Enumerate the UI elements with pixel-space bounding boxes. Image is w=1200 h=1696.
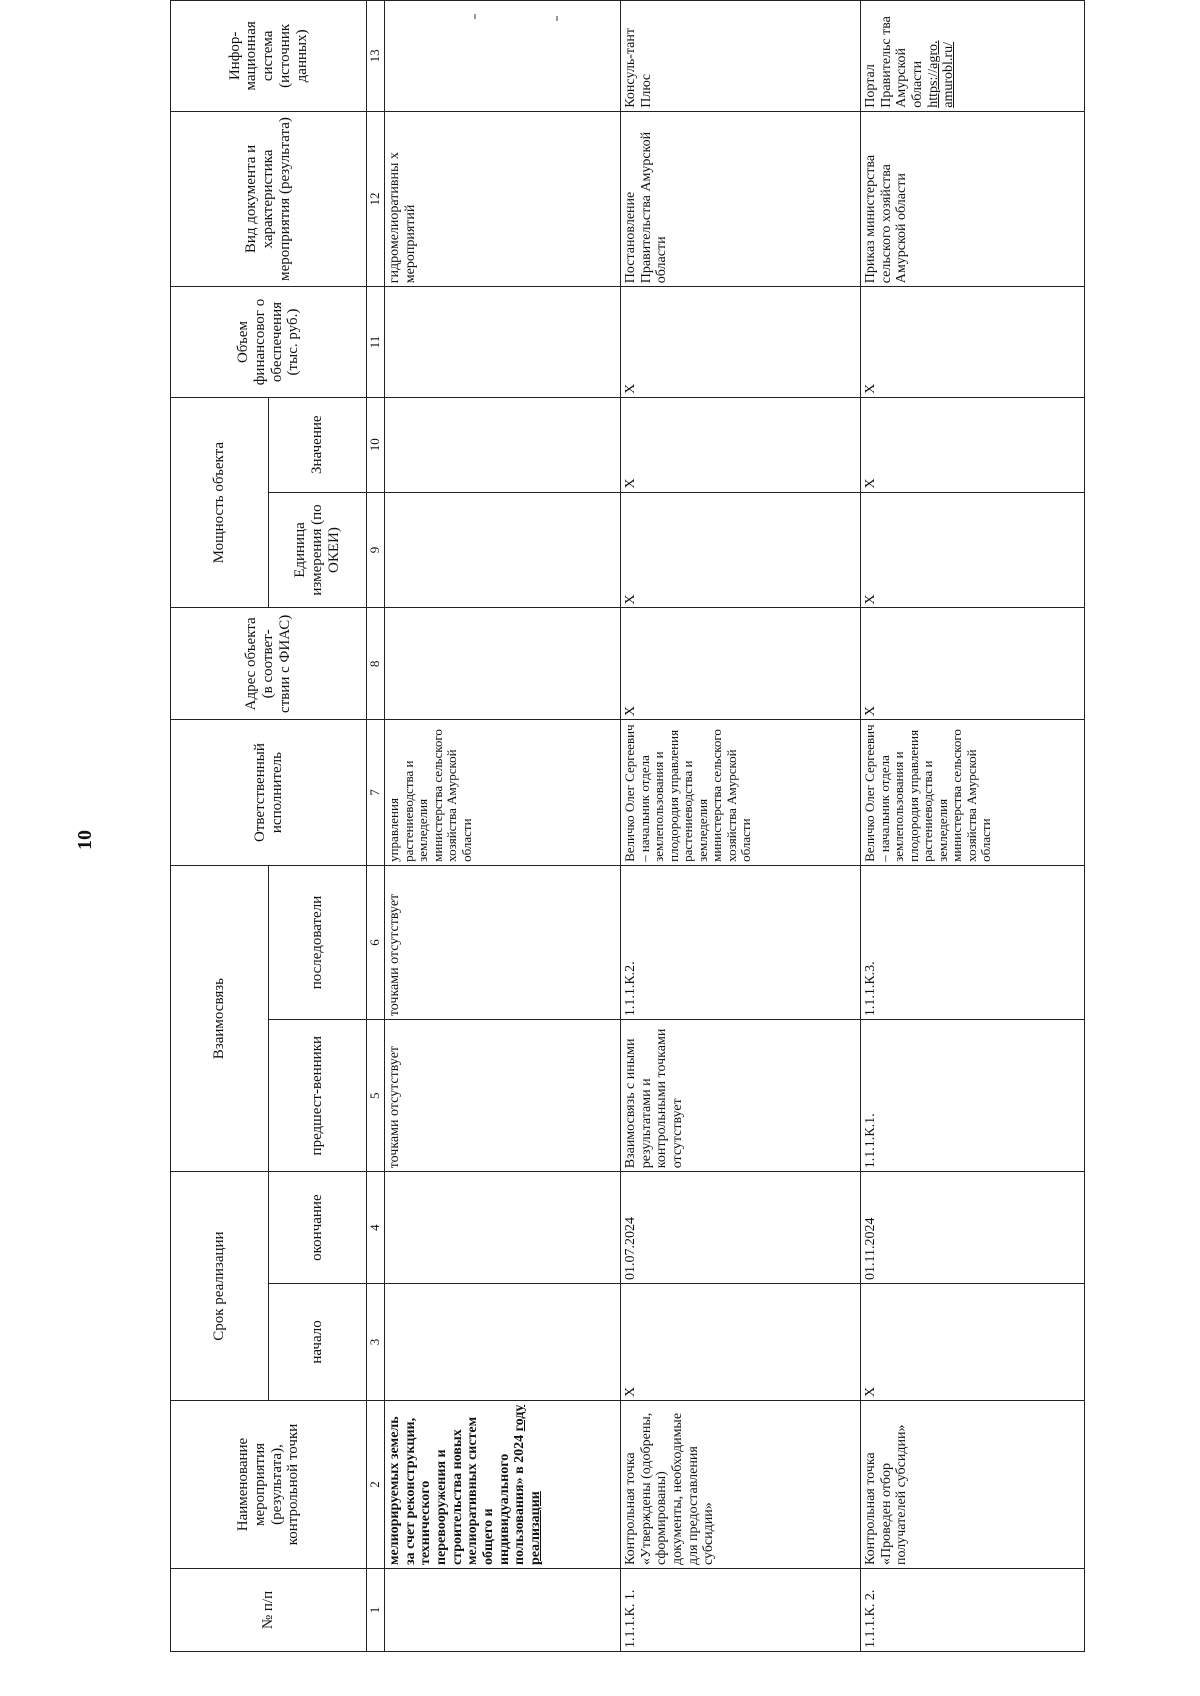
column-number: 12 — [367, 111, 385, 287]
header-info-system: Инфор-мационная система (источник данных) — [171, 1, 367, 112]
page-number: 10 — [74, 830, 96, 850]
header-responsible: Ответственный исполнитель — [171, 720, 367, 866]
column-number: 9 — [367, 492, 385, 608]
header-capacity: Мощность объекта — [171, 397, 269, 608]
cell-financing: X — [621, 287, 861, 398]
header-row-1 — [171, 1, 269, 1652]
cell-num — [385, 1569, 621, 1652]
cell-financing — [385, 287, 621, 398]
info-system-text: Портал Правительс тва Амурской области — [863, 16, 926, 108]
header-value: Значение — [269, 397, 367, 492]
cell-successors: 1.1.1.К.3. — [861, 865, 1085, 1019]
column-number: 1 — [367, 1569, 385, 1652]
cell-num: 1.1.1.К. 1. — [621, 1569, 861, 1652]
column-number: 6 — [367, 865, 385, 1019]
cell-unit: X — [861, 492, 1085, 608]
cell-value: X — [861, 397, 1085, 492]
header-unit: Единица измерения (по ОКЕИ) — [269, 492, 367, 608]
cell-unit: X — [621, 492, 861, 608]
header-doc-type: Вид документа и характеристика мероприятия (результата) — [171, 111, 367, 287]
header-name: Наименование мероприятия (результата), контрольной точки — [171, 1400, 367, 1568]
cell-unit — [385, 492, 621, 608]
cell-name — [385, 1400, 621, 1568]
header-term-start: начало — [269, 1283, 367, 1400]
cell-address — [385, 608, 621, 720]
cell-doc-type: Постановление Правительства Амурской области — [621, 111, 861, 287]
cell-start: X — [621, 1283, 861, 1400]
rotated-table-wrapper — [170, 0, 1084, 1652]
header-relation: Взаимосвязь — [171, 865, 269, 1171]
column-number: 8 — [367, 608, 385, 720]
column-number: 7 — [367, 720, 385, 866]
column-number: 3 — [367, 1283, 385, 1400]
table-row — [621, 1, 861, 1652]
cell-name: Контрольная точка «Проведен отбор получателей субсидии» — [861, 1400, 1085, 1568]
portal-link[interactable]: https://agro. amurobl.ru/ — [925, 40, 957, 108]
header-term-end: окончание — [269, 1172, 367, 1284]
cell-responsible: Величко Олег Сергеевич – начальник отдела землепользования и плодородия управления растениеводства и земледелия министерства сельского хозяйства Амурской области — [861, 720, 1085, 866]
cell-doc-type: Приказ министерства сельского хозяйства Амурской области — [861, 111, 1085, 287]
cell-doc-type: гидромелиоративны х мероприятий — [385, 111, 621, 287]
cell-num: 1.1.1.К. 2. — [861, 1569, 1085, 1652]
cell-value: X — [621, 397, 861, 492]
header-predecessors: предшест-венники — [269, 1020, 367, 1172]
cell-name-text: мелиорируемых земель за счет реконструкции, технического перевооружения и строительства новых мелиоративных систем общего и индивидуального пользования» в 2024 — [387, 1416, 528, 1566]
cell-end: 01.11.2024 — [861, 1172, 1085, 1284]
column-number: 10 — [367, 397, 385, 492]
table-row — [385, 1, 621, 1652]
header-address: Адрес объекта (в соответ-ствии с ФИАС) — [171, 608, 367, 720]
column-number: 13 — [367, 1, 385, 112]
header-num: № п/п — [171, 1569, 367, 1652]
cell-address: X — [861, 608, 1085, 720]
cell-predecessors: Взаимосвязь с иными результатами и контрольными точками отсутствует — [621, 1020, 861, 1172]
column-numbers-row — [367, 1, 385, 1652]
cell-info-system — [385, 1, 621, 112]
cell-address: X — [621, 608, 861, 720]
cell-financing: X — [861, 287, 1085, 398]
cell-start: X — [861, 1283, 1085, 1400]
cell-predecessors: 1.1.1.К.1. — [861, 1020, 1085, 1172]
header-financing: Объем финансовог о обеспечения (тыс. руб.) — [171, 287, 367, 398]
cell-value — [385, 397, 621, 492]
column-number: 2 — [367, 1400, 385, 1568]
cell-info-system: Консуль-тант Плюс — [621, 1, 861, 112]
header-term: Срок реализации — [171, 1172, 269, 1401]
cell-responsible: управления растениеводства и земледелия министерства сельского хозяйства Амурской области — [385, 720, 621, 866]
column-number: 4 — [367, 1172, 385, 1284]
column-number: 11 — [367, 287, 385, 398]
cell-end — [385, 1172, 621, 1284]
cell-end: 01.07.2024 — [621, 1172, 861, 1284]
cell-successors: точками отсутствует — [385, 865, 621, 1019]
column-number: 5 — [367, 1020, 385, 1172]
cell-name: Контрольная точка «Утверждены (одобрены, сформированы) документы, необходимые для предоставления субсидии» — [621, 1400, 861, 1568]
activities-table — [170, 0, 1085, 1652]
cell-successors: 1.1.1.К.2. — [621, 865, 861, 1019]
table-row — [861, 1, 1085, 1652]
cell-predecessors: точками отсутствует — [385, 1020, 621, 1172]
cell-name-underlined: году реализации — [512, 1404, 544, 1566]
cell-start — [385, 1283, 621, 1400]
cell-info-system — [861, 1, 1085, 112]
header-successors: последователи — [269, 865, 367, 1019]
cell-responsible: Величко Олег Сергеевич – начальник отдела землепользования и плодородия управления растениеводства и земледелия министерства сельского хозяйства Амурской области — [621, 720, 861, 866]
